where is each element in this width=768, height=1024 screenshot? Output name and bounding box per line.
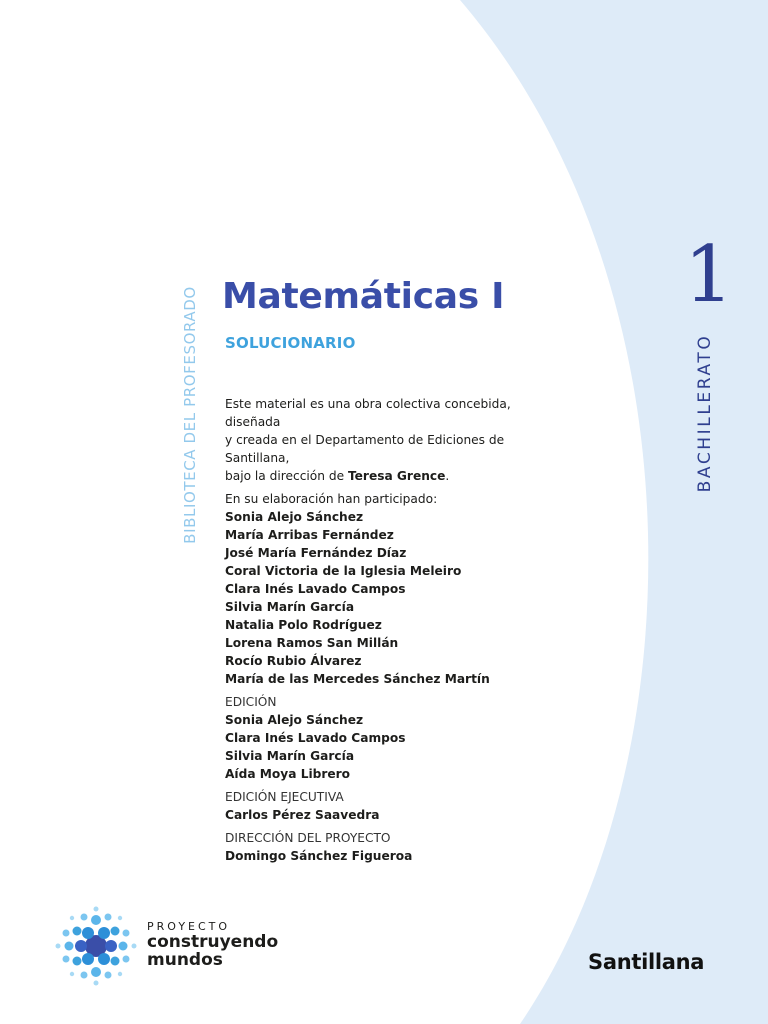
level-label: BACHILLERATO [695, 333, 715, 493]
intro-line: y creada en el Departamento de Ediciones de Santillana, [225, 433, 505, 465]
participant-name: Rocío Rubio Álvarez [225, 654, 362, 668]
director-name: Teresa Grence [347, 469, 446, 483]
editor-name: Clara Inés Lavado Campos [225, 731, 406, 745]
participant-name: Natalia Polo Rodríguez [225, 618, 382, 632]
editor-name: Silvia Marín García [225, 749, 355, 763]
participant-name: Silvia Marín García [225, 600, 355, 614]
logo-line-mundos: mundos [147, 950, 223, 970]
book-title: Matemáticas I [222, 276, 505, 317]
spine-label: BIBLIOTECA DEL PROFESORADO [181, 286, 199, 544]
logo-line-proyecto: PROYECTO [147, 920, 231, 933]
intro-line [225, 467, 565, 485]
participant-name: Coral Victoria de la Iglesia Meleiro [225, 564, 462, 578]
credits-block [225, 395, 565, 865]
direccion-heading: DIRECCIÓN DEL PROYECTO [225, 831, 391, 845]
logo-line-construyendo: construyendo [147, 932, 279, 952]
level-number: 1 [684, 230, 734, 320]
intro-suffix: . [445, 469, 450, 483]
participant-name: Lorena Ramos San Millán [225, 636, 399, 650]
publisher-logo: Santillana [588, 950, 705, 974]
project-logo-text [147, 920, 278, 969]
intro-line: Este material es una obra colectiva concebida, diseñada [225, 397, 511, 429]
participant-name: María de las Mercedes Sánchez Martín [225, 672, 490, 686]
edicion-heading: EDICIÓN [225, 695, 277, 709]
editor-name: Sonia Alejo Sánchez [225, 713, 364, 727]
participants-heading: En su elaboración han participado: [225, 492, 438, 506]
project-director-name: Domingo Sánchez Figueroa [225, 849, 413, 863]
book-subtitle: SOLUCIONARIO [225, 334, 356, 352]
editor-name: Aída Moya Librero [225, 767, 351, 781]
executive-editor-name: Carlos Pérez Saavedra [225, 808, 380, 822]
participant-name: Clara Inés Lavado Campos [225, 582, 406, 596]
participant-name: Sonia Alejo Sánchez [225, 510, 364, 524]
edicion-ejecutiva-heading: EDICIÓN EJECUTIVA [225, 790, 344, 804]
participant-name: María Arribas Fernández [225, 528, 394, 542]
participant-name: José María Fernández Díaz [225, 546, 407, 560]
dots-logo-icon [52, 905, 142, 987]
intro-prefix: bajo la dirección de [225, 469, 348, 483]
